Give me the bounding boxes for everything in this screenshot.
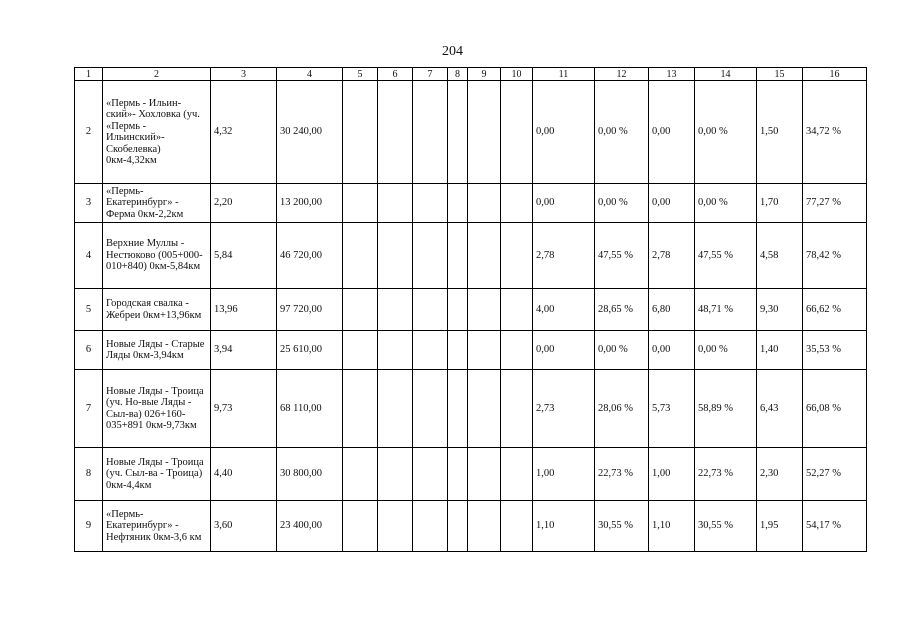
cell: 5,73 [649, 370, 695, 448]
cell [378, 81, 413, 184]
cell [378, 448, 413, 501]
road-data-table [74, 67, 867, 552]
cell: 1,00 [649, 448, 695, 501]
cell: 0,00 % [695, 184, 757, 223]
cell [413, 289, 448, 331]
cell: 0,00 [533, 184, 595, 223]
cell: 1,95 [757, 501, 803, 552]
cell [413, 331, 448, 370]
cell: 78,42 % [803, 223, 867, 289]
cell: 0,00 % [695, 81, 757, 184]
cell [343, 81, 378, 184]
table-row [75, 184, 867, 223]
cell [378, 223, 413, 289]
row-number: 5 [75, 289, 103, 331]
header-cell: 10 [501, 68, 533, 81]
cell: 47,55 % [695, 223, 757, 289]
header-cell: 4 [277, 68, 343, 81]
cell: 30,55 % [695, 501, 757, 552]
cell: 9,30 [757, 289, 803, 331]
cell: 6,80 [649, 289, 695, 331]
cell [501, 184, 533, 223]
cell: 30,55 % [595, 501, 649, 552]
road-name: Новые Ляды - Троица (уч. Но-вые Ляды - Сыл-ва) 026+160-035+891 0км-9,73км [103, 370, 211, 448]
cell [413, 448, 448, 501]
cell: 6,43 [757, 370, 803, 448]
cell [413, 501, 448, 552]
cell [448, 223, 468, 289]
table-row [75, 370, 867, 448]
road-name: Верхние Муллы - Нестюково (005+000-010+840) 0км-5,84км [103, 223, 211, 289]
header-cell: 1 [75, 68, 103, 81]
cell: 0,00 % [695, 331, 757, 370]
cell [448, 370, 468, 448]
cell: 0,00 [533, 81, 595, 184]
cell: 97 720,00 [277, 289, 343, 331]
cell [378, 331, 413, 370]
header-cell: 2 [103, 68, 211, 81]
cell [448, 184, 468, 223]
cell: 66,62 % [803, 289, 867, 331]
cell [343, 184, 378, 223]
cell: 4,00 [533, 289, 595, 331]
cell: 3,60 [211, 501, 277, 552]
cell: 0,00 % [595, 81, 649, 184]
cell: 22,73 % [595, 448, 649, 501]
cell: 66,08 % [803, 370, 867, 448]
cell [448, 448, 468, 501]
cell: 47,55 % [595, 223, 649, 289]
road-name: «Пермь-Екатеринбург» - Нефтяник 0км-3,6 км [103, 501, 211, 552]
cell: 23 400,00 [277, 501, 343, 552]
cell: 13 200,00 [277, 184, 343, 223]
cell: 54,17 % [803, 501, 867, 552]
cell: 0,00 [649, 81, 695, 184]
cell [413, 370, 448, 448]
cell: 2,78 [533, 223, 595, 289]
cell: 2,30 [757, 448, 803, 501]
cell: 28,06 % [595, 370, 649, 448]
cell [468, 223, 501, 289]
cell: 30 240,00 [277, 81, 343, 184]
cell: 68 110,00 [277, 370, 343, 448]
cell: 58,89 % [695, 370, 757, 448]
cell [501, 81, 533, 184]
cell: 1,10 [649, 501, 695, 552]
cell: 0,00 % [595, 331, 649, 370]
row-number: 7 [75, 370, 103, 448]
cell [343, 289, 378, 331]
cell [468, 370, 501, 448]
cell [468, 448, 501, 501]
cell: 0,00 [533, 331, 595, 370]
cell [448, 501, 468, 552]
road-name: Новые Ляды - Троица (уч. Сыл-ва - Троица) 0км-4,4км [103, 448, 211, 501]
road-name: Новые Ляды - Старые Ляды 0км-3,94км [103, 331, 211, 370]
header-cell: 15 [757, 68, 803, 81]
header-cell: 7 [413, 68, 448, 81]
header-cell: 6 [378, 68, 413, 81]
cell [468, 331, 501, 370]
cell: 22,73 % [695, 448, 757, 501]
cell [378, 370, 413, 448]
cell [501, 501, 533, 552]
row-number: 6 [75, 331, 103, 370]
cell: 34,72 % [803, 81, 867, 184]
cell: 30 800,00 [277, 448, 343, 501]
cell [501, 370, 533, 448]
cell [343, 501, 378, 552]
row-number: 2 [75, 81, 103, 184]
cell: 1,70 [757, 184, 803, 223]
header-cell: 3 [211, 68, 277, 81]
cell [448, 289, 468, 331]
cell [468, 184, 501, 223]
header-cell: 14 [695, 68, 757, 81]
row-number: 9 [75, 501, 103, 552]
cell: 13,96 [211, 289, 277, 331]
cell: 1,50 [757, 81, 803, 184]
cell: 3,94 [211, 331, 277, 370]
cell: 48,71 % [695, 289, 757, 331]
cell [501, 289, 533, 331]
header-cell: 11 [533, 68, 595, 81]
cell: 1,40 [757, 331, 803, 370]
table-row [75, 331, 867, 370]
cell: 1,10 [533, 501, 595, 552]
header-cell: 16 [803, 68, 867, 81]
header-cell: 12 [595, 68, 649, 81]
cell [378, 289, 413, 331]
cell [468, 501, 501, 552]
page-number: 204 [442, 44, 463, 59]
cell [343, 331, 378, 370]
cell: 0,00 [649, 184, 695, 223]
cell [501, 331, 533, 370]
cell: 35,53 % [803, 331, 867, 370]
cell: 1,00 [533, 448, 595, 501]
cell: 28,65 % [595, 289, 649, 331]
cell [343, 448, 378, 501]
table-row [75, 448, 867, 501]
cell [501, 223, 533, 289]
cell: 4,40 [211, 448, 277, 501]
row-number: 4 [75, 223, 103, 289]
cell: 0,00 [649, 331, 695, 370]
cell: 46 720,00 [277, 223, 343, 289]
cell [378, 184, 413, 223]
row-number: 8 [75, 448, 103, 501]
cell [343, 223, 378, 289]
cell: 0,00 % [595, 184, 649, 223]
column-number-row [75, 68, 867, 81]
cell [413, 184, 448, 223]
table-row [75, 223, 867, 289]
cell [501, 448, 533, 501]
cell: 2,20 [211, 184, 277, 223]
cell [468, 81, 501, 184]
cell: 52,27 % [803, 448, 867, 501]
cell [448, 81, 468, 184]
cell [468, 289, 501, 331]
cell [343, 370, 378, 448]
header-cell: 5 [343, 68, 378, 81]
cell [413, 81, 448, 184]
cell: 2,73 [533, 370, 595, 448]
road-name: Городская свалка - Жебреи 0км+13,96км [103, 289, 211, 331]
cell: 9,73 [211, 370, 277, 448]
cell: 25 610,00 [277, 331, 343, 370]
cell [448, 331, 468, 370]
cell: 4,32 [211, 81, 277, 184]
cell: 77,27 % [803, 184, 867, 223]
header-cell: 8 [448, 68, 468, 81]
road-name: «Пермь-Екатеринбург» - Ферма 0км-2,2км [103, 184, 211, 223]
table-row [75, 81, 867, 184]
row-number: 3 [75, 184, 103, 223]
header-cell: 9 [468, 68, 501, 81]
road-name: «Пермь - Ильин-ский»- Хохловка (уч. «Пермь - Ильинский»-Скобелевка) 0км-4,32км [103, 81, 211, 184]
table-row [75, 289, 867, 331]
cell [378, 501, 413, 552]
table-row [75, 501, 867, 552]
cell: 5,84 [211, 223, 277, 289]
cell: 4,58 [757, 223, 803, 289]
header-cell: 13 [649, 68, 695, 81]
cell: 2,78 [649, 223, 695, 289]
cell [413, 223, 448, 289]
